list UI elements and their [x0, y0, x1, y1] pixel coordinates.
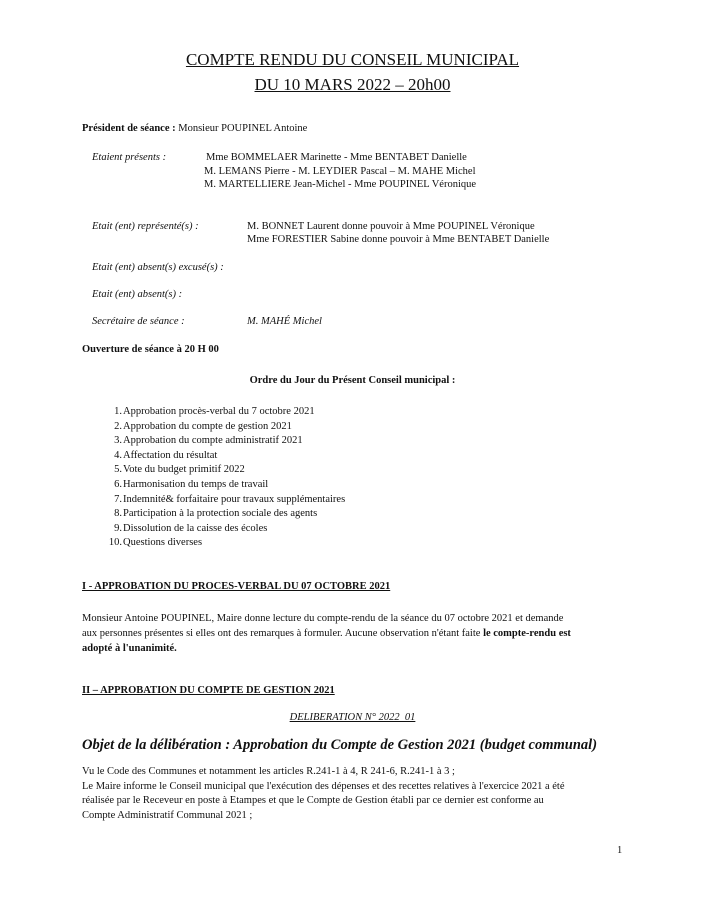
agenda-list: [100, 405, 345, 551]
deliberation-object: Objet de la délibération : Approbation du Compte de Gestion 2021 (budget communal): [82, 737, 598, 753]
agenda-item-text: Approbation du compte de gestion 2021: [123, 420, 292, 432]
document-title-line2: DU 10 MARS 2022 – 20h00: [254, 75, 451, 94]
secretary-value: M. MAHÉ Michel: [247, 316, 322, 327]
agenda-item: [100, 507, 345, 522]
section-2-paragraph: [82, 765, 627, 823]
president-label: Président de séance :: [82, 123, 176, 134]
presents-line: M. MARTELLIERE Jean-Michel - Mme POUPINEL Véronique: [204, 179, 477, 190]
agenda-item-number: 5.: [114, 464, 122, 476]
page-number: 1: [617, 845, 623, 856]
represented-label: Etait (ent) représenté(s) :: [92, 221, 199, 232]
agenda-item: [100, 493, 345, 508]
agenda-item-text: Affectation du résultat: [123, 449, 218, 461]
paragraph-text: aux personnes présentes si elles ont des remarques à formuler. Aucune observation n'étant faite: [82, 628, 484, 639]
agenda-item-text: Vote du budget primitif 2022: [123, 464, 245, 476]
agenda-item: [100, 449, 345, 464]
agenda-item-text: Approbation du compte administratif 2021: [123, 435, 303, 447]
paragraph-line: [82, 626, 571, 641]
agenda-item: [100, 420, 345, 435]
represented-line: Mme FORESTIER Sabine donne pouvoir à Mme BENTABET Danielle: [247, 234, 550, 245]
paragraph-line: Monsieur Antoine POUPINEL, Maire donne lecture du compte-rendu de la séance du 07 octobre 2021 et demande: [82, 613, 564, 624]
agenda-item-text: Harmonisation du temps de travail: [123, 478, 269, 490]
agenda-item: [100, 405, 345, 420]
president-row: [82, 123, 307, 134]
agenda-item-text: Participation à la protection sociale des agents: [123, 508, 318, 520]
agenda-item: [100, 536, 345, 551]
secretary-label: Secrétaire de séance :: [92, 316, 185, 327]
agenda-item: [100, 522, 345, 537]
presents-line: M. LEMANS Pierre - M. LEYDIER Pascal – M. MAHE Michel: [204, 166, 476, 177]
document-title-line1: COMPTE RENDU DU CONSEIL MUNICIPAL: [185, 50, 520, 69]
paragraph-line: Le Maire informe le Conseil municipal que l'exécution des dépenses et des recettes relatives à l'exercice 2021 a été: [82, 780, 565, 792]
agenda-item-number: 4.: [114, 449, 122, 461]
agenda-item-number: 3.: [114, 435, 122, 447]
paragraph-bold-text: le compte-rendu est: [483, 628, 571, 639]
agenda-item-text: Dissolution de la caisse des écoles: [123, 522, 268, 534]
agenda-item-number: 9.: [114, 522, 122, 534]
deliberation-number: DELIBERATION N° 2022_01: [289, 712, 416, 723]
agenda-item: [100, 463, 345, 478]
agenda-heading: Ordre du Jour du Présent Conseil municipal :: [249, 375, 456, 386]
agenda-item-number: 7.: [114, 493, 122, 505]
paragraph-line: Compte Administratif Communal 2021 ;: [82, 809, 253, 821]
section-1-paragraph: [82, 611, 571, 656]
agenda-item-number: 1.: [114, 406, 122, 417]
paragraph-line: réalisée par le Receveur en poste à Etampes et que le Compte de Gestion établi par ce dernier est conforme au: [82, 795, 544, 806]
president-value: Monsieur POUPINEL Antoine: [178, 123, 308, 134]
paragraph-line: Vu le Code des Communes et notamment les articles R.241-1 à 4, R 241-6, R.241-1 à 3 ;: [82, 766, 455, 777]
section-2-heading: II – APPROBATION DU COMPTE DE GESTION 2021: [82, 685, 335, 696]
absent-excused-label: Etait (ent) absent(s) excusé(s) :: [92, 262, 224, 273]
agenda-item-text: Questions diverses: [123, 537, 203, 549]
agenda-item-number: 2.: [114, 420, 122, 432]
presents-line: Mme BOMMELAER Marinette - Mme BENTABET Danielle: [206, 152, 467, 163]
represented-line: M. BONNET Laurent donne pouvoir à Mme POUPINEL Véronique: [247, 221, 535, 232]
agenda-item: [100, 434, 345, 449]
presents-label: Etaient présents :: [92, 152, 167, 163]
agenda-item-number: 6.: [114, 478, 122, 490]
agenda-item: [100, 478, 345, 493]
section-1-heading: I - APPROBATION DU PROCES-VERBAL DU 07 OCTOBRE 2021: [82, 581, 391, 592]
session-opening: Ouverture de séance à 20 H 00: [82, 344, 219, 355]
agenda-item-number: 8.: [114, 508, 122, 520]
agenda-item-text: Indemnité& forfaitaire pour travaux supplémentaires: [123, 493, 346, 505]
agenda-item-number: 10.: [108, 537, 122, 549]
agenda-item-text: Approbation procès-verbal du 7 octobre 2021: [123, 406, 315, 417]
absent-label: Etait (ent) absent(s) :: [92, 289, 183, 300]
paragraph-bold-line: adopté à l'unanimité.: [82, 643, 177, 654]
